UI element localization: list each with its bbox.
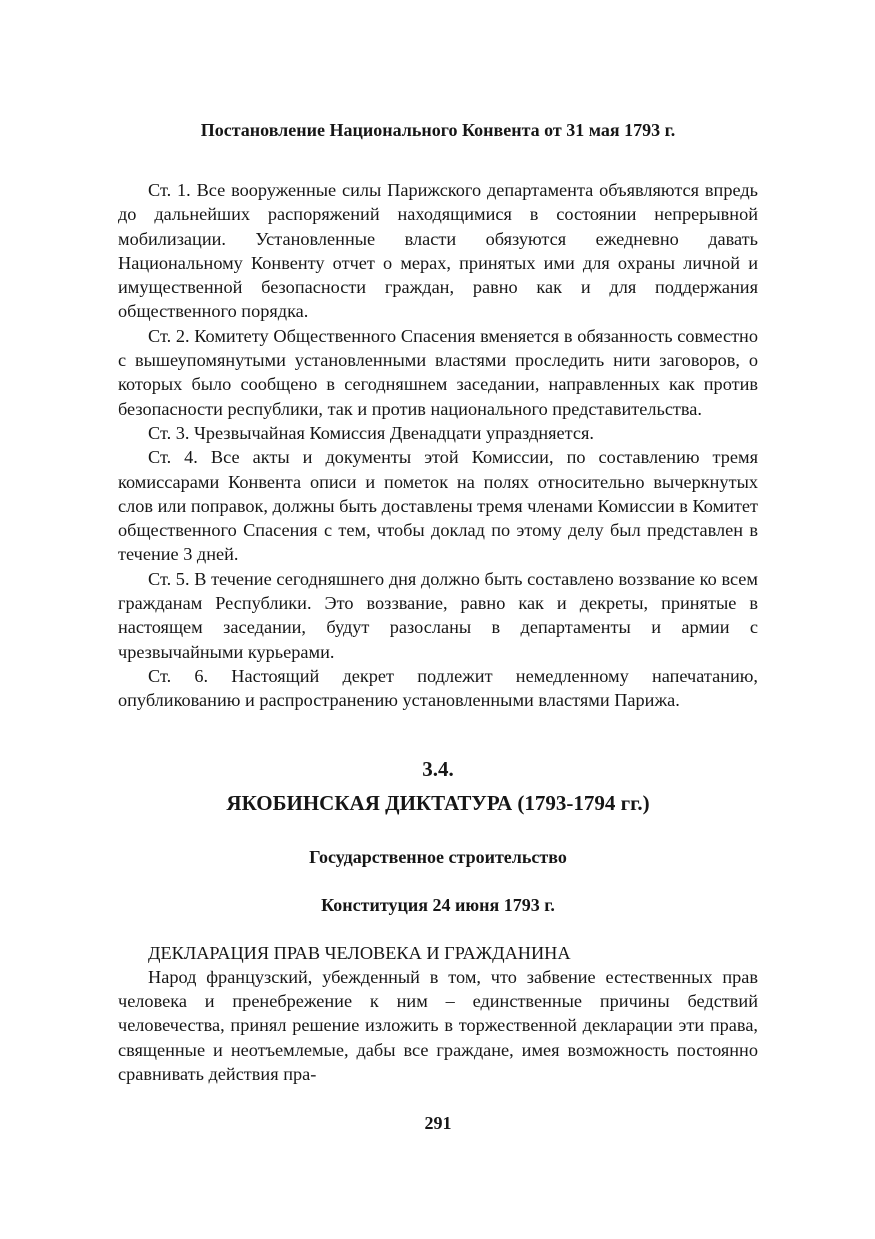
section-number: 3.4. <box>422 756 454 781</box>
page-number: 291 <box>424 1113 452 1134</box>
document-page <box>118 118 758 1135</box>
section-title: ЯКОБИНСКАЯ ДИКТАТУРА (1793-1794 гг.) <box>226 790 650 815</box>
declaration-text: Народ французский, убежденный в том, что забвение естественных прав человека и пренебрежение к ним – единственные причины бедствий человечества, принял решение изложить в торжественной декларации эти права, священные и неотъемлемые, дабы все граждане, имея возможность постоянно сравнивать действия пра- <box>118 966 758 1085</box>
article-6: Ст. 6. Настоящий декрет подлежит немедленному напечатанию, опубликованию и распространению установленными властями Парижа. <box>118 665 758 711</box>
constitution-title: Конституция 24 июня 1793 г. <box>321 894 555 915</box>
article-2: Ст. 2. Комитету Общественного Спасения вменяется в обязанность совместно с вышеупомянутыми установленными властями проследить нити заговоров, о которых было сообщено в сегодняшнем заседании, направленных как против безопасности республики, так и против национального представительства. <box>118 325 758 419</box>
article-4: Ст. 4. Все акты и документы этой Комиссии, по составлению тремя комиссарами Конвента описи и пометок на полях относительно вычеркнутых слов или поправок, должны быть доставлены тремя членами Комиссии в Комитет общественного Спасения с тем, чтобы доклад по этому делу был представлен в течение 3 дней. <box>118 447 758 565</box>
decree-title: Постановление Национального Конвента от 31 мая 1793 г. <box>200 120 676 140</box>
decree-articles <box>118 178 758 713</box>
declaration-title: ДЕКЛАРАЦИЯ ПРАВ ЧЕЛОВЕКА И ГРАЖДАНИНА <box>148 942 571 963</box>
article-1: Ст. 1. Все вооруженные силы Парижского департамента объявляются впредь до дальнейших распоряжений находящимися в состоянии непрерывной мобилизации. Установленные власти обязуются ежедневно давать Национальному Конвенту отчет о мерах, принятых ими для охраны личной и имущественной безопасности граждан, равно как и для поддержания общественного порядка. <box>118 180 758 322</box>
article-5: Ст. 5. В течение сегодняшнего дня должно быть составлено воззвание ко всем гражданам Республики. Это воззвание, равно как и декреты, принятые в настоящем заседании, будут разосланы в департаменты и армии с чрезвычайными курьерами. <box>118 568 758 662</box>
article-3: Ст. 3. Чрезвычайная Комиссия Двенадцати упраздняется. <box>148 422 594 443</box>
section-subheading: Государственное строительство <box>309 846 567 867</box>
